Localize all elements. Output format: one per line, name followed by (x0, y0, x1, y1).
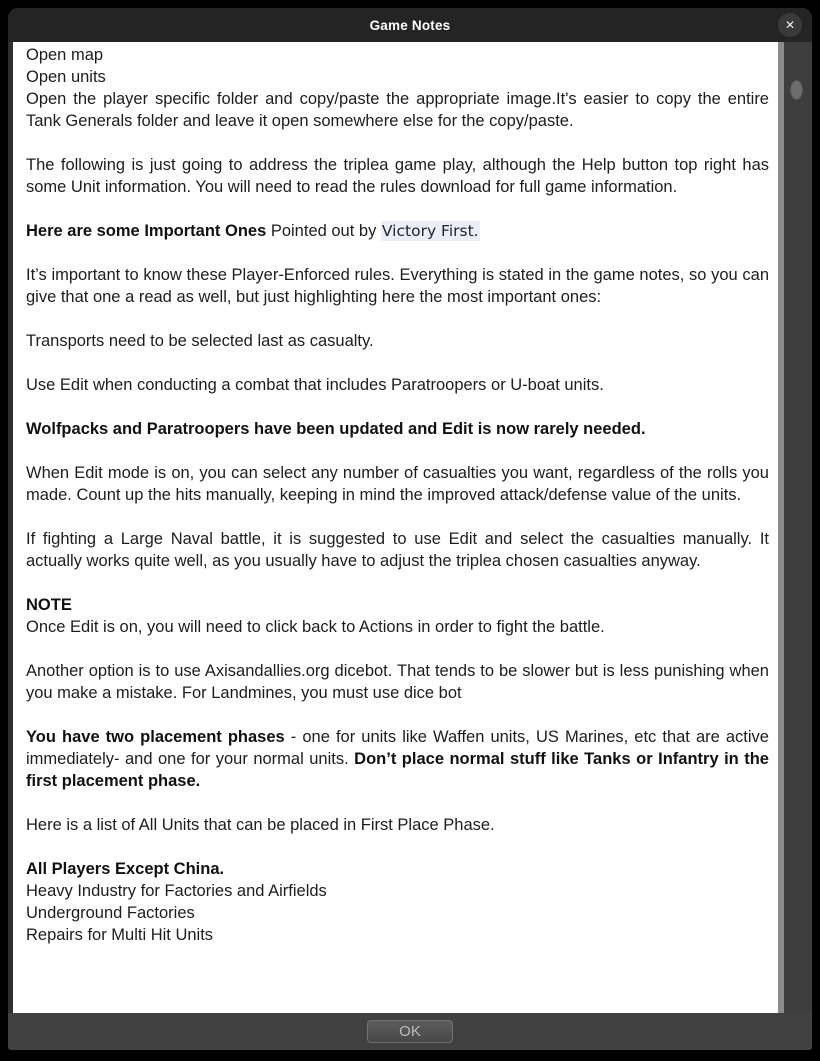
bold-text: Don’t place normal stuff like Tanks or Infantry in the first placement phase. (26, 750, 769, 790)
paragraph (26, 88, 769, 132)
text-segment: Use Edit when conducting a combat that includes Paratroopers or U-boat units. (26, 376, 604, 394)
text-segment: Open map (26, 46, 104, 64)
paragraph (26, 418, 769, 440)
dialog-body (8, 42, 812, 1013)
paragraph (26, 220, 769, 242)
blank-line (26, 506, 769, 528)
blank-line (26, 242, 769, 264)
text-segment: If fighting a Large Naval battle, it is suggested to use Edit and select the casualties manually. It actually works quite well, as you usually have to adjust the triplea chosen casualties anyway. (26, 530, 769, 570)
button-bar (8, 1013, 812, 1050)
ok-button[interactable]: OK (367, 1020, 453, 1043)
paragraph (26, 330, 769, 352)
bold-text: NOTE (26, 596, 72, 614)
text-segment: Heavy Industry for Factories and Airfields (26, 882, 327, 900)
text-segment: Transports need to be selected last as casualty. (26, 332, 374, 350)
close-button[interactable] (778, 13, 802, 37)
paragraph (26, 44, 769, 66)
bold-text: Here are some Important Ones (26, 222, 267, 240)
text-segment: The following is just going to address the triplea game play, although the Help button top right has some Unit information. You will need to read the rules download for full game information. (26, 156, 769, 196)
paragraph (26, 814, 769, 836)
text-segment: It’s important to know these Player-Enforced rules. Everything is stated in the game notes, so you can give that one a read as well, but just highlighting here the most important ones: (26, 266, 769, 306)
paragraph (26, 616, 769, 638)
window-title: Game Notes (369, 17, 451, 33)
paragraph (26, 660, 769, 704)
blank-line (26, 638, 769, 660)
scrollbar-thumb[interactable] (790, 80, 803, 100)
paragraph (26, 880, 769, 902)
paragraph (26, 264, 769, 308)
text-segment: Pointed out by (266, 222, 381, 240)
game-notes-window (8, 8, 812, 1050)
blank-line (26, 352, 769, 374)
blank-line (26, 572, 769, 594)
paragraph (26, 374, 769, 396)
bold-text: Wolfpacks and Paratroopers have been updated and Edit is now rarely needed. (26, 420, 646, 438)
close-icon: ✕ (784, 18, 796, 32)
blank-line (26, 308, 769, 330)
paragraph (26, 528, 769, 572)
bold-text: You have two placement phases (26, 728, 285, 746)
scrollbar-track[interactable] (784, 42, 812, 1013)
blank-line (26, 440, 769, 462)
paragraph (26, 858, 769, 880)
text-segment: - one for units like Waffen units, US Marines, etc that are active immediately- and one for your normal units. (26, 728, 769, 768)
paragraph (26, 726, 769, 792)
text-segment: Repairs for Multi Hit Units (26, 926, 214, 944)
bold-text: All Players Except China. (26, 860, 225, 878)
paragraph (26, 924, 769, 946)
blank-line (26, 396, 769, 418)
notes-content (13, 42, 778, 1013)
text-segment: Open the player specific folder and copy/paste the appropriate image.It's easier to copy the entire Tank Generals folder and leave it open somewhere else for the copy/paste. (26, 90, 769, 130)
blank-line (26, 198, 769, 220)
highlighted-text: Victory First. (381, 222, 479, 240)
text-segment: Open units (26, 68, 106, 86)
blank-line (26, 704, 769, 726)
text-segment: Another option is to use Axisandallies.org dicebot. That tends to be slower but is less punishing when you make a mistake. For Landmines, you must use dice bot (26, 662, 769, 702)
paragraph (26, 154, 769, 198)
blank-line (26, 132, 769, 154)
text-segment: Here is a list of All Units that can be placed in First Place Phase. (26, 816, 495, 834)
text-segment: When Edit mode is on, you can select any number of casualties you want, regardless of the rolls you made. Count up the hits manually, keeping in mind the improved attack/defense value of the units. (26, 464, 769, 504)
paragraph (26, 462, 769, 506)
text-segment: Underground Factories (26, 904, 195, 922)
text-segment: Once Edit is on, you will need to click back to Actions in order to fight the battle. (26, 618, 605, 636)
blank-line (26, 792, 769, 814)
blank-line (26, 836, 769, 858)
paragraph (26, 66, 769, 88)
titlebar[interactable] (8, 8, 812, 42)
paragraph (26, 594, 769, 616)
paragraph (26, 902, 769, 924)
